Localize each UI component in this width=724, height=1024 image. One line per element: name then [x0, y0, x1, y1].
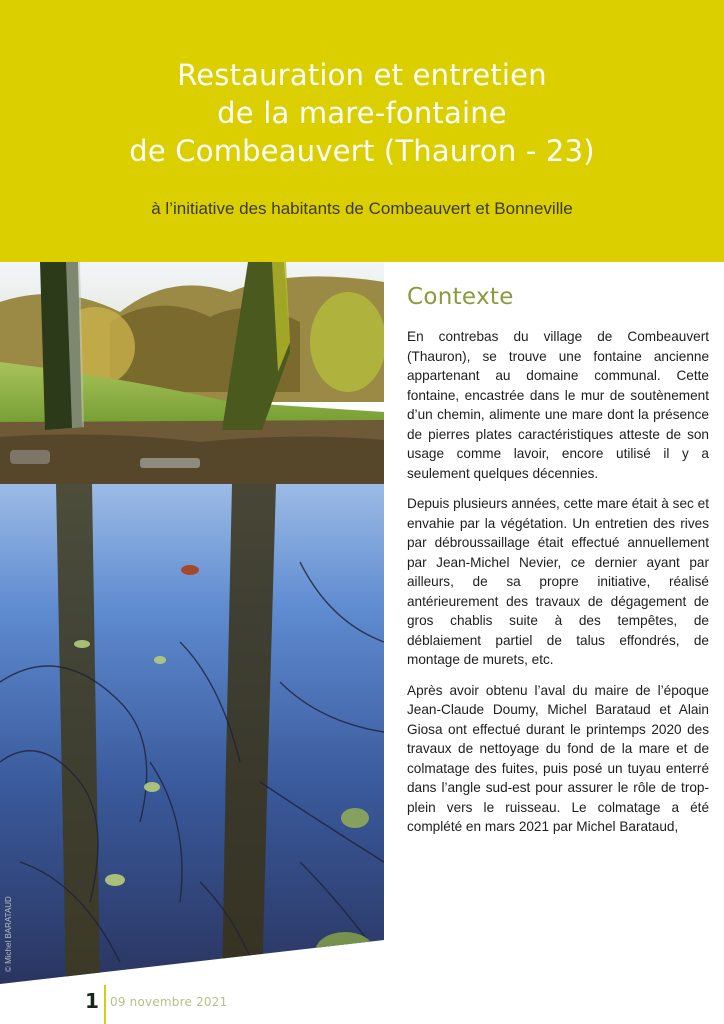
- title-line-3: de Combeauvert (Thauron - 23): [129, 134, 595, 168]
- title-line-2: de la mare-fontaine: [217, 96, 507, 130]
- paragraph: Après avoir obtenu l’aval du maire de l’époque Jean-Claude Doumy, Michel Barataud et Alain Giosa ont effectué durant le printemps 2020 des travaux de nettoyage du fond de la mare et de colmatage des fuites, puis posé un tuyau enterré dans l’angle sud-est pour assurer le rôle de trop-plein vers le ruisseau. Le colmatage a été complété en mars 2021 par Michel Barataud,: [407, 682, 709, 834]
- photo-credit: © Michel BARATAUD: [4, 896, 13, 972]
- page-subtitle: à l’initiative des habitants de Combeauvert et Bonneville: [151, 199, 573, 218]
- pond-photo: [0, 262, 384, 984]
- pond-photo-illustration: [0, 262, 384, 984]
- page-title: [0, 56, 724, 170]
- title-line-1: Restauration et entretien: [177, 58, 547, 92]
- header-band: [0, 0, 724, 262]
- footer-divider: [104, 985, 106, 1024]
- page-number: 1: [85, 989, 99, 1013]
- paragraph: En contrebas du village de Combeauvert (Thauron), se trouve une fontaine ancienne appartenant au domaine communal. Cette fontaine, encastrée dans le mur de soutènement d’un chemin, alimente une mare dont la présence de pierres plates caractéristiques atteste de son usage comme lavoir, encore utilisé il y a seulement quelques décennies.: [407, 329, 709, 481]
- section-heading-contexte: Contexte: [407, 284, 514, 310]
- paragraph: Depuis plusieurs années, cette mare était à sec et envahie par la végétation. Un entretien des rives par débroussaillage était effectué annuellement par Jean-Michel Nevier, ce dernier ayant par ailleurs, de sa propre initiative, réalisé antérieurement des travaux de dégagement de gros chablis suite à des tempêtes, de déblaiement partiel de talus effondrés, de montage de murets, etc.: [407, 496, 709, 667]
- footer-date: 09 novembre 2021: [110, 995, 228, 1009]
- main-content: [407, 284, 709, 848]
